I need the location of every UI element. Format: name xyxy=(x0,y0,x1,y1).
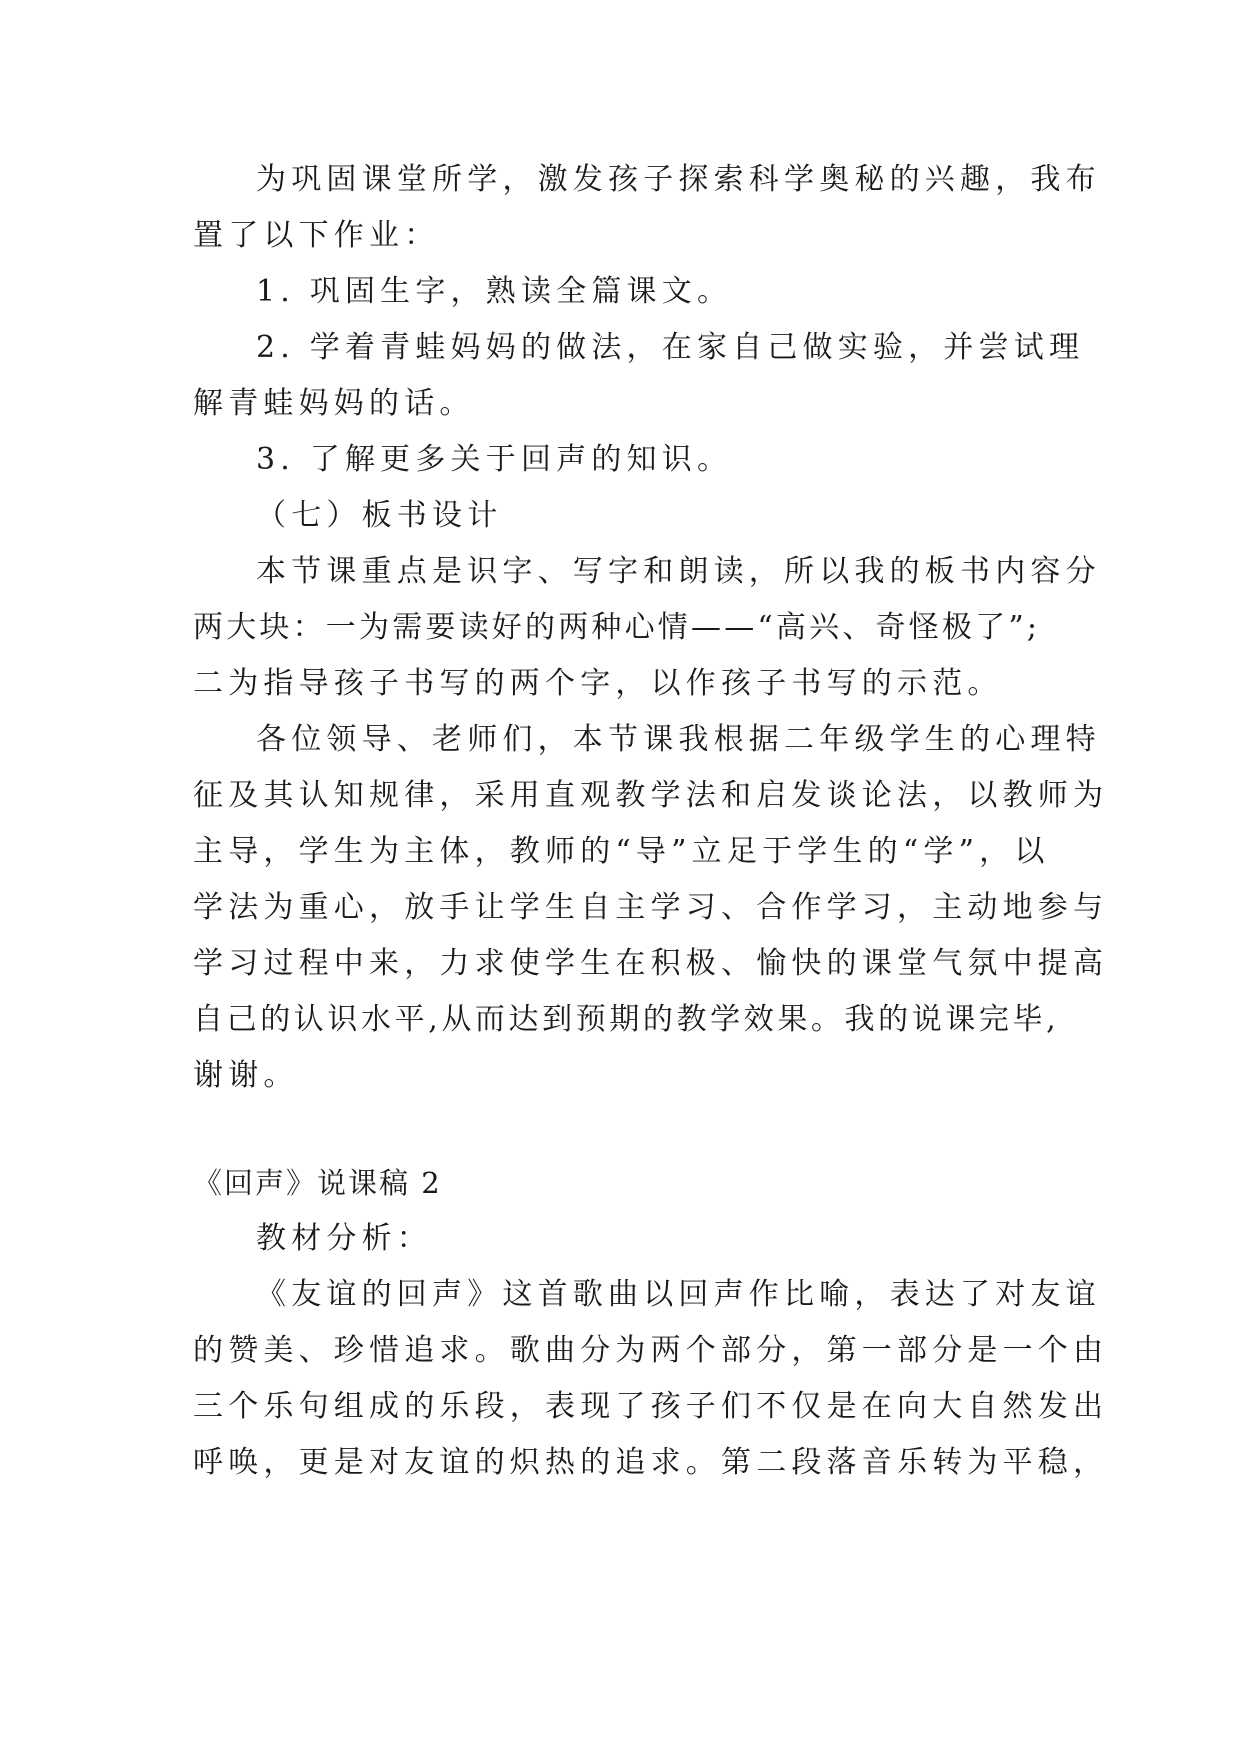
list-item: 1. 巩固生字，熟读全篇课文。 xyxy=(256,274,733,309)
paragraph-line: 《友谊的回声》这首歌曲以回声作比喻，表达了对友谊 xyxy=(256,1277,1101,1312)
paragraph-line: 主导，学生为主体，教师的“导”立足于学生的“学”，以 xyxy=(193,834,1050,869)
section-heading: （七）板书设计 xyxy=(256,498,503,533)
paragraph-line: 置了以下作业： xyxy=(193,218,440,253)
paragraph-line: 征及其认知规律，采用直观教学法和启发谈论法，以教师为 xyxy=(193,778,1109,813)
paragraph-line: 学习过程中来，力求使学生在积极、愉快的课堂气氛中提高 xyxy=(193,946,1109,981)
paragraph-line: 两大块：一为需要读好的两种心情——“高兴、奇怪极了”; xyxy=(193,610,1041,645)
list-item: 3. 了解更多关于回声的知识。 xyxy=(256,442,733,477)
paragraph-line: 二为指导孩子书写的两个字，以作孩子书写的示范。 xyxy=(193,666,1003,701)
paragraph-line: 为巩固课堂所学，激发孩子探索科学奥秘的兴趣，我布 xyxy=(256,162,1101,197)
paragraph-line: 解青蛙妈妈的话。 xyxy=(193,386,475,421)
list-item: 2. 学着青蛙妈妈的做法，在家自己做实验，并尝试理 xyxy=(256,330,1085,365)
paragraph-line: 三个乐句组成的乐段，表现了孩子们不仅是在向大自然发出 xyxy=(193,1389,1109,1424)
paragraph-line: 的赞美、珍惜追求。歌曲分为两个部分，第一部分是一个由 xyxy=(193,1333,1109,1368)
paragraph-line: 呼唤，更是对友谊的炽热的追求。第二段落音乐转为平稳， xyxy=(193,1445,1109,1480)
document-title: 《回声》说课稿 2 xyxy=(193,1166,442,1200)
paragraph-line: 各位领导、老师们，本节课我根据二年级学生的心理特 xyxy=(256,722,1101,757)
paragraph-line: 自己的认识水平,从而达到预期的教学效果。我的说课完毕, xyxy=(193,1002,1060,1037)
section-heading: 教材分析： xyxy=(256,1221,432,1256)
paragraph-line: 本节课重点是识字、写字和朗读，所以我的板书内容分 xyxy=(256,554,1101,589)
paragraph-line: 学法为重心，放手让学生自主学习、合作学习，主动地参与 xyxy=(193,890,1109,925)
paragraph-line: 谢谢。 xyxy=(193,1058,299,1093)
